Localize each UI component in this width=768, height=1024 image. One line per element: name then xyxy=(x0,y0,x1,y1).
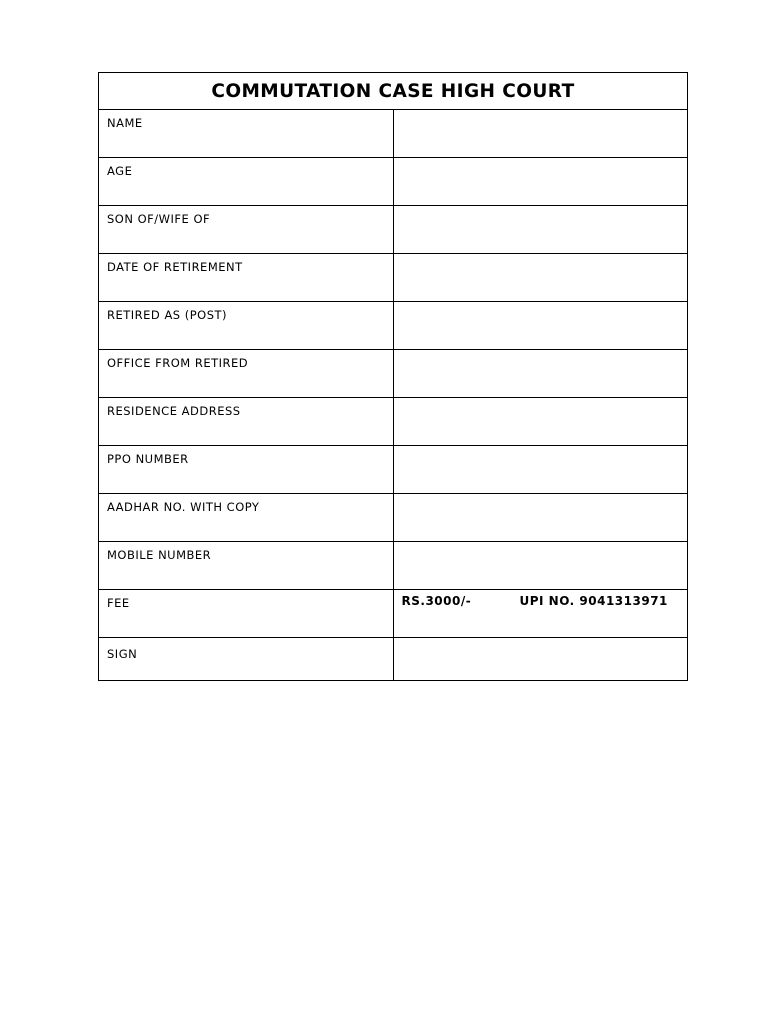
field-row-name xyxy=(99,110,688,158)
field-label-office-from-retired: OFFICE FROM RETIRED xyxy=(99,350,394,398)
field-value-sign[interactable] xyxy=(393,638,688,681)
field-value-mobile-number[interactable] xyxy=(393,542,688,590)
field-row-retired-as-post xyxy=(99,302,688,350)
field-label-ppo-number: PPO NUMBER xyxy=(99,446,394,494)
field-row-son-wife-of xyxy=(99,206,688,254)
field-value-date-of-retirement[interactable] xyxy=(393,254,688,302)
field-label-date-of-retirement: DATE OF RETIREMENT xyxy=(99,254,394,302)
field-label-fee: FEE xyxy=(99,590,394,638)
field-value-ppo-number[interactable] xyxy=(393,446,688,494)
field-row-fee xyxy=(99,590,688,638)
field-value-office-from-retired[interactable] xyxy=(393,350,688,398)
field-value-retired-as-post[interactable] xyxy=(393,302,688,350)
field-label-residence-address: RESIDENCE ADDRESS xyxy=(99,398,394,446)
field-value-name[interactable] xyxy=(393,110,688,158)
field-label-aadhar-no: AADHAR NO. WITH COPY xyxy=(99,494,394,542)
field-row-age xyxy=(99,158,688,206)
field-value-fee xyxy=(393,590,688,638)
field-label-age: AGE xyxy=(99,158,394,206)
field-label-son-wife-of: SON OF/WIFE OF xyxy=(99,206,394,254)
field-label-retired-as-post: RETIRED AS (POST) xyxy=(99,302,394,350)
field-label-mobile-number: MOBILE NUMBER xyxy=(99,542,394,590)
field-row-residence-address xyxy=(99,398,688,446)
field-row-date-of-retirement xyxy=(99,254,688,302)
field-label-name: NAME xyxy=(99,110,394,158)
field-value-aadhar-no[interactable] xyxy=(393,494,688,542)
field-value-son-wife-of[interactable] xyxy=(393,206,688,254)
field-value-residence-address[interactable] xyxy=(393,398,688,446)
field-row-office-from-retired xyxy=(99,350,688,398)
fee-upi-number: UPI NO. 9041313971 xyxy=(519,594,668,608)
field-row-sign xyxy=(99,638,688,681)
field-row-mobile-number xyxy=(99,542,688,590)
field-value-age[interactable] xyxy=(393,158,688,206)
field-row-aadhar-no xyxy=(99,494,688,542)
field-label-sign: SIGN xyxy=(99,638,394,681)
fee-amount: RS.3000/- xyxy=(401,594,472,608)
form-title: COMMUTATION CASE HIGH COURT xyxy=(99,73,688,110)
field-row-ppo-number xyxy=(99,446,688,494)
commutation-form-table xyxy=(98,72,688,681)
